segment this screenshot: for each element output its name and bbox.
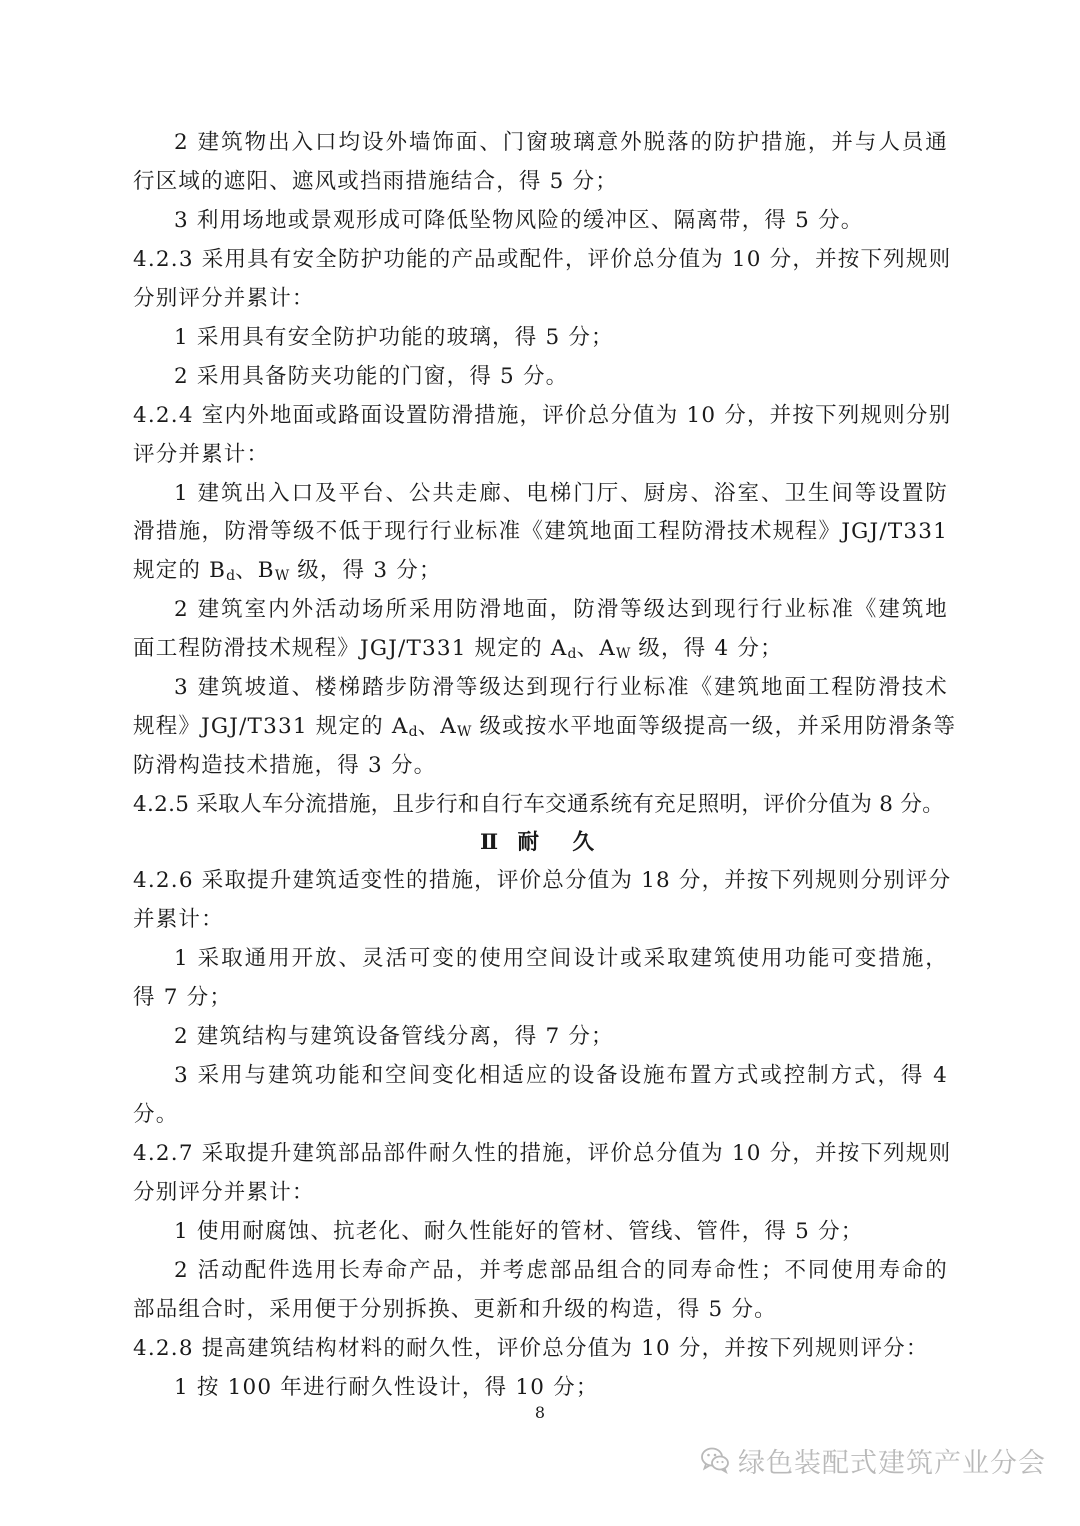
text-line (133, 630, 948, 668)
clause-4-2-5: 4.2.5 采取人车分流措施，且步行和自行车交通系统有充足照明，评价分值为 8 分。 (133, 792, 944, 817)
text-fragment: 、A (417, 714, 458, 739)
text-line: 1 建筑出入口及平台、公共走廊、电梯门厅、厨房、浴室、卫生间等设置防 (174, 481, 948, 506)
text-fragment: 、B (235, 558, 275, 583)
text-line (133, 708, 957, 746)
text-line: 1 按 100 年进行耐久性设计，得 10 分； (174, 1375, 599, 1400)
text-line: 2 建筑物出入口均设外墙饰面、门窗玻璃意外脱落的防护措施，并与人员通 (174, 130, 948, 155)
subscript: W (457, 724, 472, 740)
text-line: 3 建筑坡道、楼梯踏步防滑等级达到现行行业标准《建筑地面工程防滑技术 (174, 675, 948, 700)
text-line: 2 建筑室内外活动场所采用防滑地面，防滑等级达到现行行业标准《建筑地 (174, 597, 948, 622)
text-line: 并累计： (133, 907, 224, 932)
text-line: 3 利用场地或景观形成可降低坠物风险的缓冲区、隔离带，得 5 分。 (174, 208, 864, 233)
text-line: 防滑构造技术措施，得 3 分。 (133, 753, 437, 778)
subscript: W (274, 568, 290, 584)
section-heading: Ⅱ 耐 久 (479, 830, 601, 855)
clause-4-2-4: 4.2.4 室内外地面或路面设置防滑措施，评价总分值为 10 分，并按下列规则分别 (133, 403, 952, 428)
subscript: W (615, 646, 631, 662)
text-line: 2 建筑结构与建筑设备管线分离，得 7 分； (174, 1024, 614, 1049)
text-line: 滑措施，防滑等级不低于现行行业标准《建筑地面工程防滑技术规程》JGJ/T331 (133, 519, 948, 544)
clause-4-2-8: 4.2.8 提高建筑结构材料的耐久性，评价总分值为 10 分，并按下列规则评分： (133, 1336, 929, 1361)
watermark-text: 绿色装配式建筑产业分会 (738, 1447, 1046, 1479)
text-fragment: 级，得 3 分； (289, 558, 442, 583)
text-fragment: 规程》JGJ/T331 规定的 A (133, 714, 409, 739)
text-fragment: 级或按水平地面等级提高一级，并采用防滑条等 (471, 714, 957, 739)
text-fragment: 规定的 B (133, 558, 227, 583)
text-fragment: 、A (576, 636, 616, 661)
text-line: 1 采取通用开放、灵活可变的使用空间设计或采取建筑使用功能可变措施， (174, 946, 948, 971)
text-line: 2 活动配件选用长寿命产品，并考虑部品组合的同寿命性；不同使用寿命的 (174, 1258, 948, 1283)
text-line: 2 采用具备防夹功能的门窗，得 5 分。 (174, 364, 569, 389)
text-line: 得 7 分； (133, 985, 233, 1010)
clause-4-2-6: 4.2.6 采取提升建筑适变性的措施，评价总分值为 18 分，并按下列规则分别评分 (133, 868, 952, 893)
text-line (133, 552, 948, 590)
text-line: 分别评分并累计： (133, 1180, 315, 1205)
text-line: 分。 (133, 1102, 179, 1127)
clause-4-2-3: 4.2.3 采用具有安全防护功能的产品或配件，评价总分值为 10 分，并按下列规则 (133, 247, 952, 272)
text-line: 1 使用耐腐蚀、抗老化、耐久性能好的管材、管线、管件，得 5 分； (174, 1219, 864, 1244)
page-number: 8 (534, 1403, 546, 1422)
subscript: d (408, 724, 418, 740)
watermark (700, 1440, 1046, 1480)
text-line: 部品组合时，采用便于分别拆换、更新和升级的构造，得 5 分。 (133, 1297, 777, 1322)
clause-4-2-7: 4.2.7 采取提升建筑部品部件耐久性的措施，评价总分值为 10 分，并按下列规则 (133, 1141, 952, 1166)
text-line: 分别评分并累计： (133, 286, 315, 311)
text-fragment: 级，得 4 分； (630, 636, 783, 661)
text-line: 1 采用具有安全防护功能的玻璃，得 5 分； (174, 325, 614, 350)
text-line: 行区域的遮阳、遮风或挡雨措施结合，得 5 分； (133, 169, 618, 194)
subscript: d (226, 568, 236, 584)
text-line: 评分并累计： (133, 442, 270, 467)
wechat-icon (700, 1446, 730, 1474)
subscript: d (567, 646, 577, 662)
text-fragment: 面工程防滑技术规程》JGJ/T331 规定的 A (133, 636, 568, 661)
text-line: 3 采用与建筑功能和空间变化相适应的设备设施布置方式或控制方式，得 4 (174, 1063, 948, 1088)
